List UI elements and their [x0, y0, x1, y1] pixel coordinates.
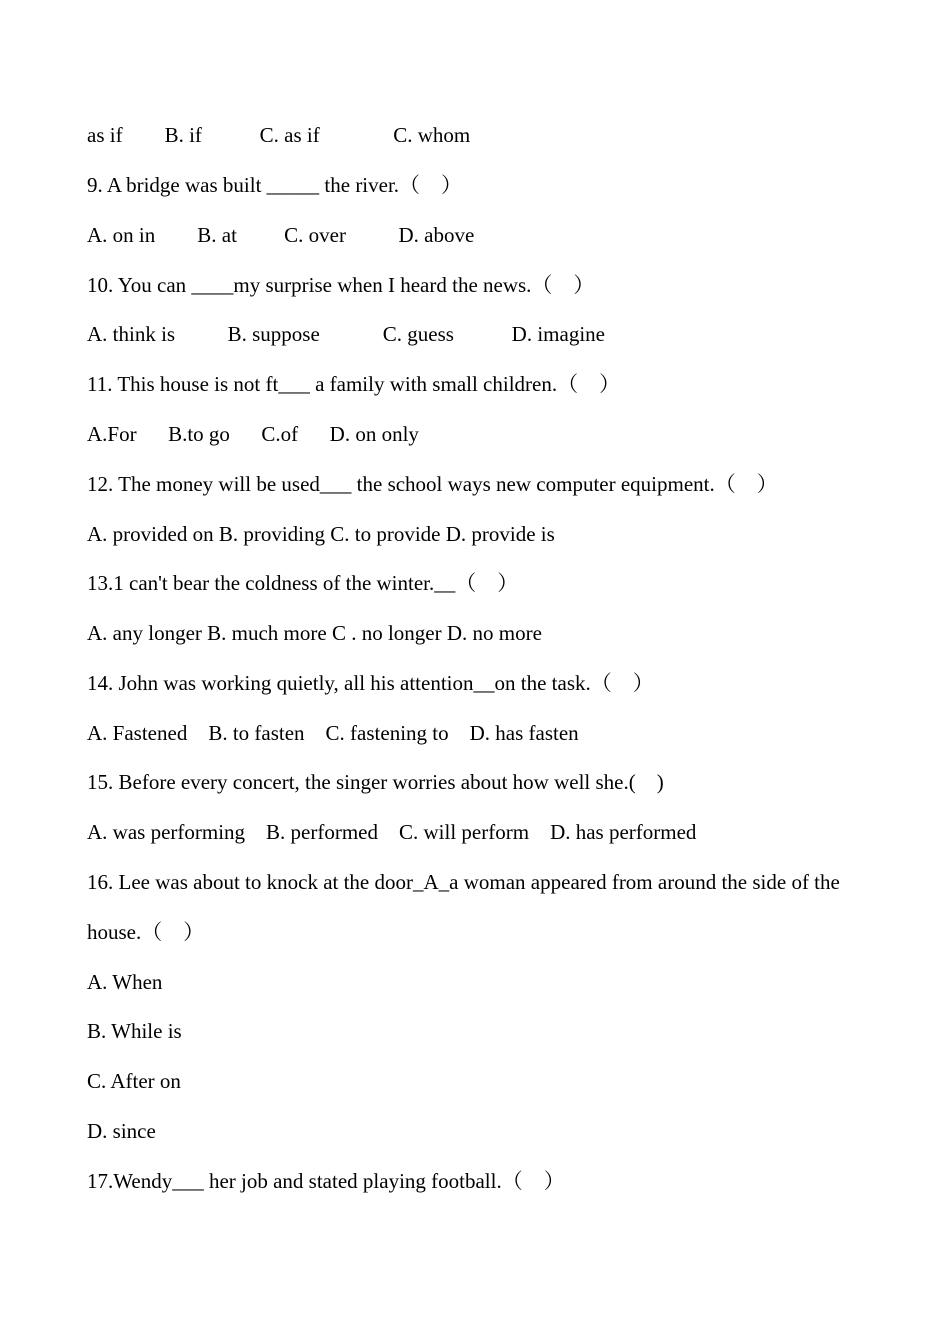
answer-options-8: as if B. if C. as if C. whom [87, 123, 471, 147]
question-9: 9. A bridge was built _____ the river.（ ） [87, 173, 463, 197]
answer-option-16-c: C. After on [87, 1069, 181, 1093]
question-16: 16. Lee was about to knock at the door_A_a woman appeared from around the side of the [87, 870, 840, 894]
question-12: 12. The money will be used___ the school ways new computer equipment.（ ） [87, 472, 778, 496]
question-15: 15. Before every concert, the singer worries about how well she.( ) [87, 770, 664, 794]
answer-options-13: A. any longer B. much more C . no longer D. no more [87, 621, 542, 645]
question-10: 10. You can ____my surprise when I heard the news.（ ） [87, 273, 595, 297]
answer-option-16-d: D. since [87, 1119, 156, 1143]
answer-options-15: A. was performing B. performed C. will perform D. has performed [87, 820, 697, 844]
answer-options-12: A. provided on B. providing C. to provide D. provide is [87, 522, 555, 546]
answer-options-10: A. think is B. suppose C. guess D. imagine [87, 322, 605, 346]
answer-options-9: A. on in B. at C. over D. above [87, 223, 475, 247]
question-16-continued: house.（ ） [87, 920, 205, 944]
answer-options-11: A.For B.to go C.of D. on only [87, 422, 419, 446]
question-17: 17.Wendy___ her job and stated playing football.（ ） [87, 1169, 565, 1193]
answer-option-16-b: B. While is [87, 1019, 182, 1043]
question-14: 14. John was working quietly, all his attention__on the task.（ ） [87, 671, 654, 695]
answer-options-14: A. Fastened B. to fasten C. fastening to D. has fasten [87, 721, 579, 745]
question-11: 11. This house is not ft___ a family with small children.（ ） [87, 372, 621, 396]
question-13: 13.1 can't bear the coldness of the winter.__（ ） [87, 571, 519, 595]
answer-option-16-a: A. When [87, 970, 163, 994]
